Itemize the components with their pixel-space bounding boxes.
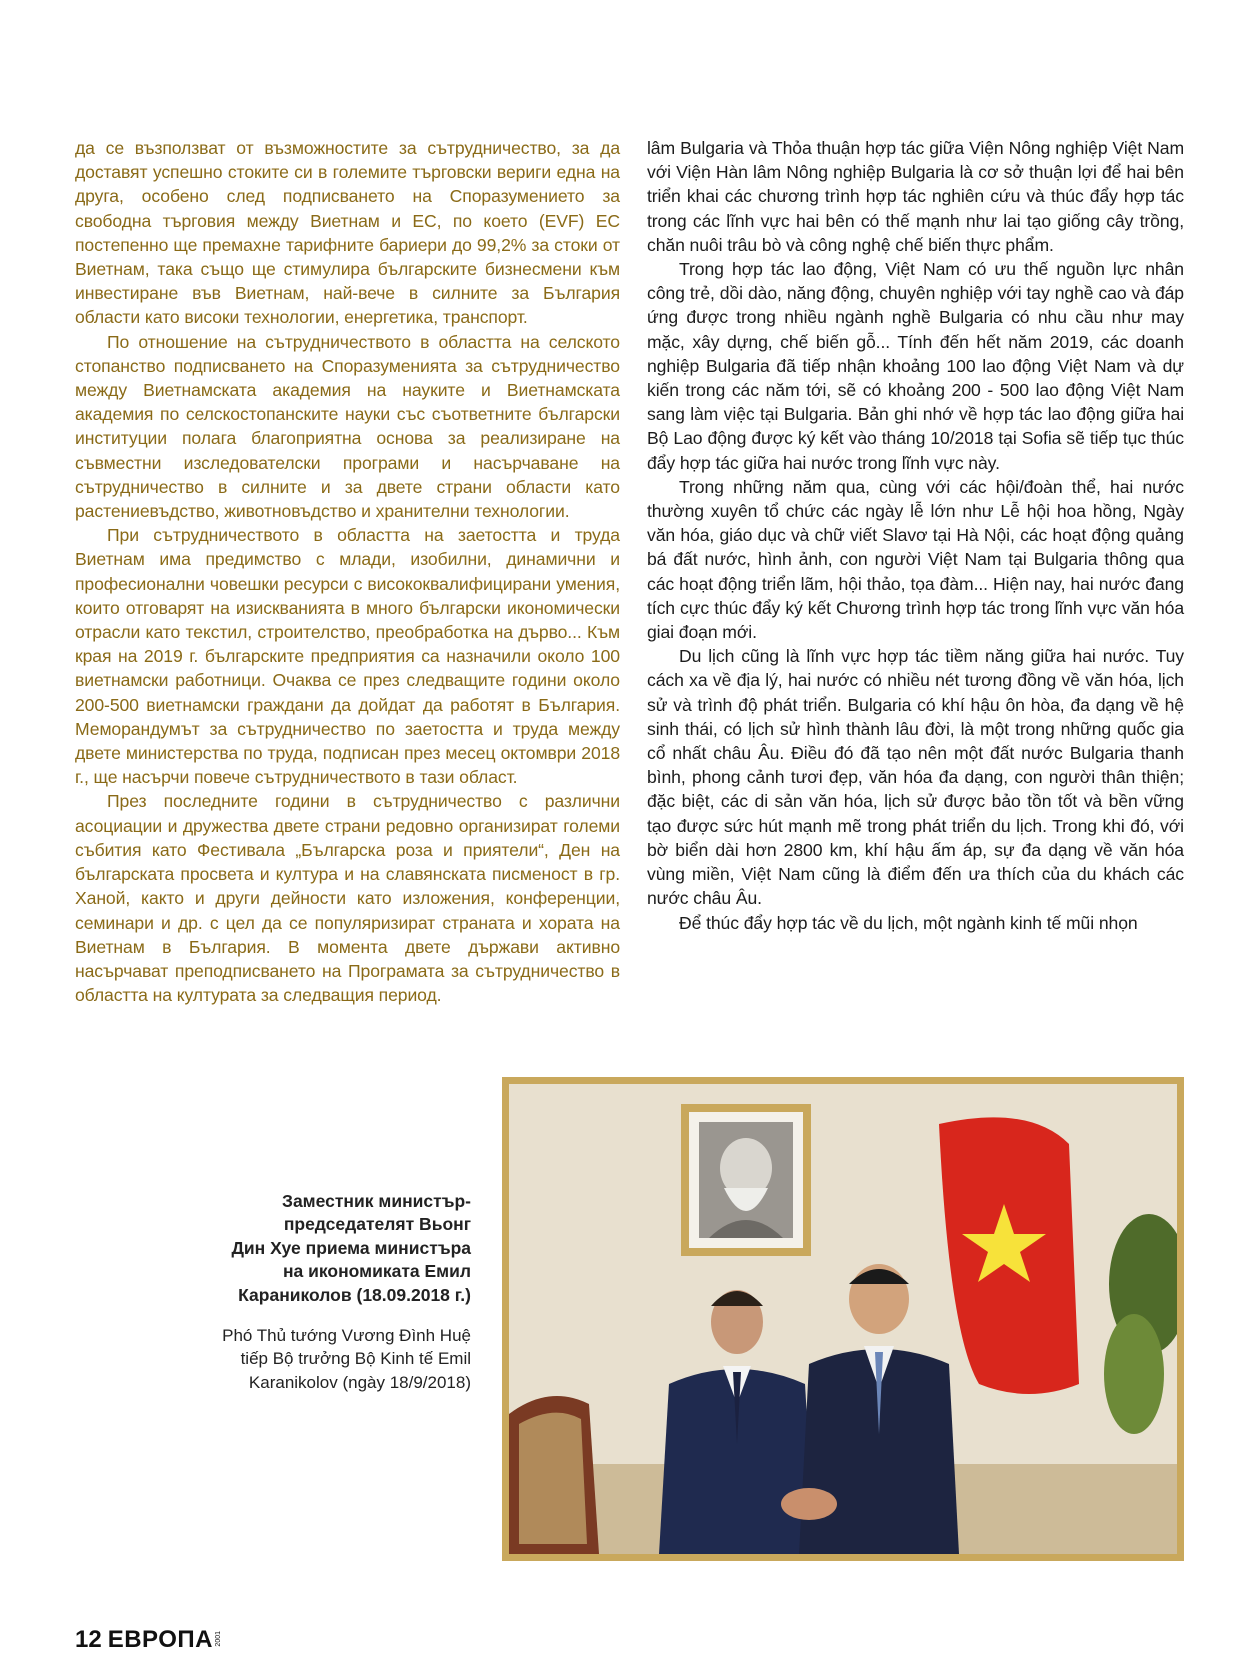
handshake bbox=[781, 1488, 837, 1520]
photo-illustration bbox=[509, 1084, 1177, 1554]
magazine-name: ЕВРОПА bbox=[107, 1626, 213, 1653]
photo-caption-vietnamese bbox=[171, 1324, 471, 1394]
vn-paragraph: Du lịch cũng là lĩnh vực hợp tác tiềm năng giữa hai nước. Tuy cách xa về địa lý, hai nước có nhiều nét tương đồng về văn hóa, lịch sử và trình độ phát triển. Bulgaria có khí hậu ôn hòa, đa dạng về hệ sinh thái, có lịch sử hình thành lâu đời, là một trong những quốc gia cổ nhất châu Âu. Điều đó đã tạo nên một đất nước Bulgaria thanh bình, phong cảnh tươi đẹp, văn hóa đa dạng, con người thân thiện; đặc biệt, các di sản văn hóa, lịch sử được bảo tồn tốt và bền vững tạo được sức hút mạnh mẽ trong phát triển du lịch. Trong khi đó, với bờ biển dài hơn 2800 km, khí hậu ấm áp, sự đa dạng về văn hóa vùng miền, Việt Nam cũng là điểm đến ưa thích của du khách các nước châu Âu. bbox=[647, 646, 1184, 909]
page-footer bbox=[75, 1626, 223, 1654]
vn-paragraph: Trong những năm qua, cùng với các hội/đoàn thể, hai nước thường xuyên tổ chức các ngày lễ lớn như Lễ hội hoa hồng, Ngày văn hóa, giáo dục và chữ viết Slavơ tại Hà Nội, các hoạt động quảng bá đất nước, hình ảnh, con người Việt Nam tại Bulgaria thông qua các hoạt động triển lãm, hội thảo, tọa đàm... Hiện nay, hai nước đang tích cực thúc đẩy ký kết Chương trình hợp tác trong lĩnh vực văn hóa giai đoạn mới. bbox=[647, 476, 1184, 643]
vietnamese-text-column bbox=[647, 136, 1184, 935]
bulgarian-text-column bbox=[75, 136, 620, 1007]
caption-line: Караниколов (18.09.2018 г.) bbox=[238, 1284, 471, 1305]
caption-line: Karanikolov (ngày 18/9/2018) bbox=[248, 1372, 471, 1392]
vn-paragraph: Trong hợp tác lao động, Việt Nam có ưu thế nguồn lực nhân công trẻ, dồi dào, năng động, chuyên nghiệp với tay nghề cao và đáp ứng được trong nhiều ngành nghề Bulgaria có nhu cầu như may mặc, xây dựng, chế biến gỗ... Tính đến hết năm 2019, các doanh nghiệp Bulgaria đã tiếp nhận khoảng 100 lao động Việt Nam và dự kiến trong các năm tới, sẽ có khoảng 200 - 500 lao động Việt Nam sang làm việc tại Bulgaria. Bản ghi nhớ về hợp tác lao động giữa hai Bộ Lao động được ký kết vào tháng 10/2018 tại Sofia sẽ tiếp tục thúc đẩy hợp tác giữa hai nước trong lĩnh vực này. bbox=[647, 259, 1184, 473]
vn-paragraph: lâm Bulgaria và Thỏa thuận hợp tác giữa Viện Nông nghiệp Việt Nam với Viện Hàn lâm Nông nghiệp Bulgaria là cơ sở thuận lợi để hai bên triển khai các chương trình hợp tác nghiên cứu và thúc đẩy hợp tác trong các lĩnh vực hai bên có thế mạnh như lai tạo giống cây trồng, chăn nuôi trâu bò và công nghệ chế biến thực phẩm. bbox=[647, 138, 1184, 255]
caption-line: tiếp Bộ trưởng Bộ Kinh tế Emil bbox=[240, 1349, 471, 1369]
caption-line: Заместник министър- bbox=[281, 1191, 471, 1211]
bg-paragraph: По отношение на сътрудничеството в областта на селското стопанство подписването на Споразуменията за сътрудничество между Виетнамската академия на науките и Виетнамската академия по селскостопанските науки със съответните български институции полага благоприятна основа за реализиране на съвместни изследователски програми и насърчаване на сътрудничество в силните и за двете страни области като растениевъдство, животновъдство и хранителни технологии. bbox=[75, 331, 620, 522]
magazine-tag: 2001 bbox=[214, 1631, 222, 1647]
page-number: 12 bbox=[75, 1626, 102, 1653]
photo-frame bbox=[502, 1077, 1184, 1561]
armchair bbox=[509, 1396, 599, 1554]
caption-line: на икономиката Емил bbox=[282, 1261, 471, 1282]
vn-paragraph: Để thúc đẩy hợp tác về du lịch, một ngành kinh tế mũi nhọn bbox=[679, 912, 1138, 933]
bg-paragraph: През последните години в сътрудничество с различни асоциации и дружества двете страни редовно организират големи събития като Фестивала „Българска роза и приятели“, Ден на българската просвета и култура и на славянската писменост в гр. Ханой, както и други дейности като изложения, конференции, семинари и др. с цел да се популяризират страната и хората на Виетнам в България. В момента двете държави активно насърчават преподписването на Програмата за сътрудничество в областта на културата за следващия период. bbox=[75, 791, 620, 1006]
portrait-frame bbox=[681, 1104, 811, 1256]
caption-line: Phó Thủ tướng Vương Đình Huệ bbox=[222, 1326, 471, 1345]
bg-paragraph: да се възползват от възможностите за сътрудничество, за да доставят успешно стоките си в големите търговски вериги една на друга, особено след подписването на Споразумението за свободна търговия между Виетнам и ЕС, по което (EVF) ЕС постепенно ще премахне тарифните бариери до 99,2% за стоки от Виетнам, така също ще стимулира българските бизнесмени към инвестиране във Виетнам, най-вече в силните за България области като високи технологии, енергетика, транспорт. bbox=[75, 138, 620, 328]
photo-caption-bulgarian bbox=[171, 1190, 471, 1307]
caption-line: председателят Вьонг bbox=[283, 1214, 471, 1235]
caption-line: Дин Хуе приема министъра bbox=[231, 1237, 471, 1258]
bg-paragraph: При сътрудничеството в областта на заетостта и труда Виетнам има предимство с млади, изобилни, динамични и професионални човешки ресурси с висококвалифицирани умения, които отговарят на изискванията в много български икономически отрасли като текстил, строителство, преобработка на дърво... Към края на 2019 г. българските предприятия са назначили около 100 виетнамски работници. Очаква се през следващите години около 200-500 виетнамски граждани да дойдат да работят в България. Меморандумът за сътрудничество по заетостта и труда между двете министерства по труда, подписан през месец октомври 2018 г., ще насърчи повече сътрудничеството в тази област. bbox=[75, 525, 620, 788]
handshake-photo bbox=[509, 1084, 1177, 1554]
